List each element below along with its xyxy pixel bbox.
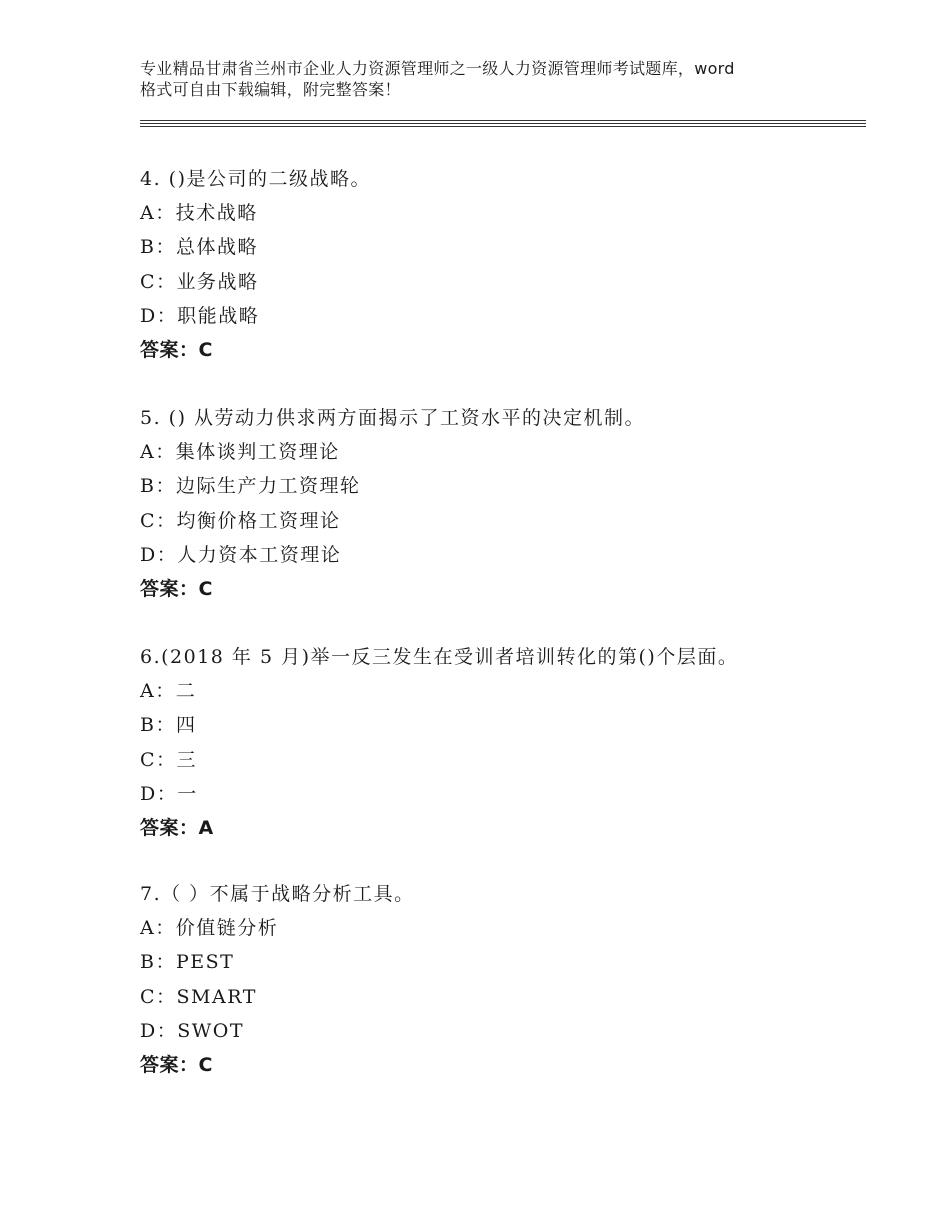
option-b: B：边际生产力工资理轮 (140, 475, 361, 498)
answer-label: 答案：C (140, 1053, 213, 1076)
question-stem: 6.(2018 年 5 月)举一反三发生在受训者培训转化的第()个层面。 (140, 646, 739, 668)
option-d: D：SWOT (140, 1019, 245, 1042)
option-b: B：四 (140, 714, 197, 737)
question-stem: 4. ()是公司的二级战略。 (140, 168, 371, 190)
answer-label: 答案：A (140, 816, 214, 839)
header-rule-bottom (140, 126, 866, 127)
header-rule-middle (140, 123, 866, 124)
option-c: C：业务战略 (140, 270, 259, 293)
header-rule-top (140, 120, 866, 121)
option-c: C：均衡价格工资理论 (140, 509, 341, 532)
option-a: A：技术战略 (140, 202, 258, 225)
question-5 (140, 405, 880, 610)
question-stem: 5. () 从劳动力供求两方面揭示了工资水平的决定机制。 (140, 407, 646, 429)
option-a: A：价值链分析 (140, 917, 279, 940)
header-line-1: 专业精品甘肃省兰州市企业人力资源管理师之一级人力资源管理师考试题库，word (140, 59, 735, 78)
option-a: A：二 (140, 680, 197, 703)
question-stem: 7.（ ）不属于战略分析工具。 (140, 883, 415, 905)
option-a: A：集体谈判工资理论 (140, 441, 340, 464)
document-header (140, 58, 830, 100)
option-b: B：总体战略 (140, 236, 258, 259)
option-d: D：一 (140, 782, 198, 805)
question-6 (140, 644, 880, 849)
question-4 (140, 166, 880, 371)
option-d: D：职能战略 (140, 304, 260, 327)
option-c: C：三 (140, 748, 198, 771)
answer-label: 答案：C (140, 338, 213, 361)
header-line-2: 格式可自由下载编辑，附完整答案！ (140, 80, 401, 99)
answer-label: 答案：C (140, 577, 213, 600)
option-b: B：PEST (140, 951, 235, 974)
question-7 (140, 881, 880, 1086)
option-c: C：SMART (140, 985, 257, 1008)
option-d: D：人力资本工资理论 (140, 543, 342, 566)
